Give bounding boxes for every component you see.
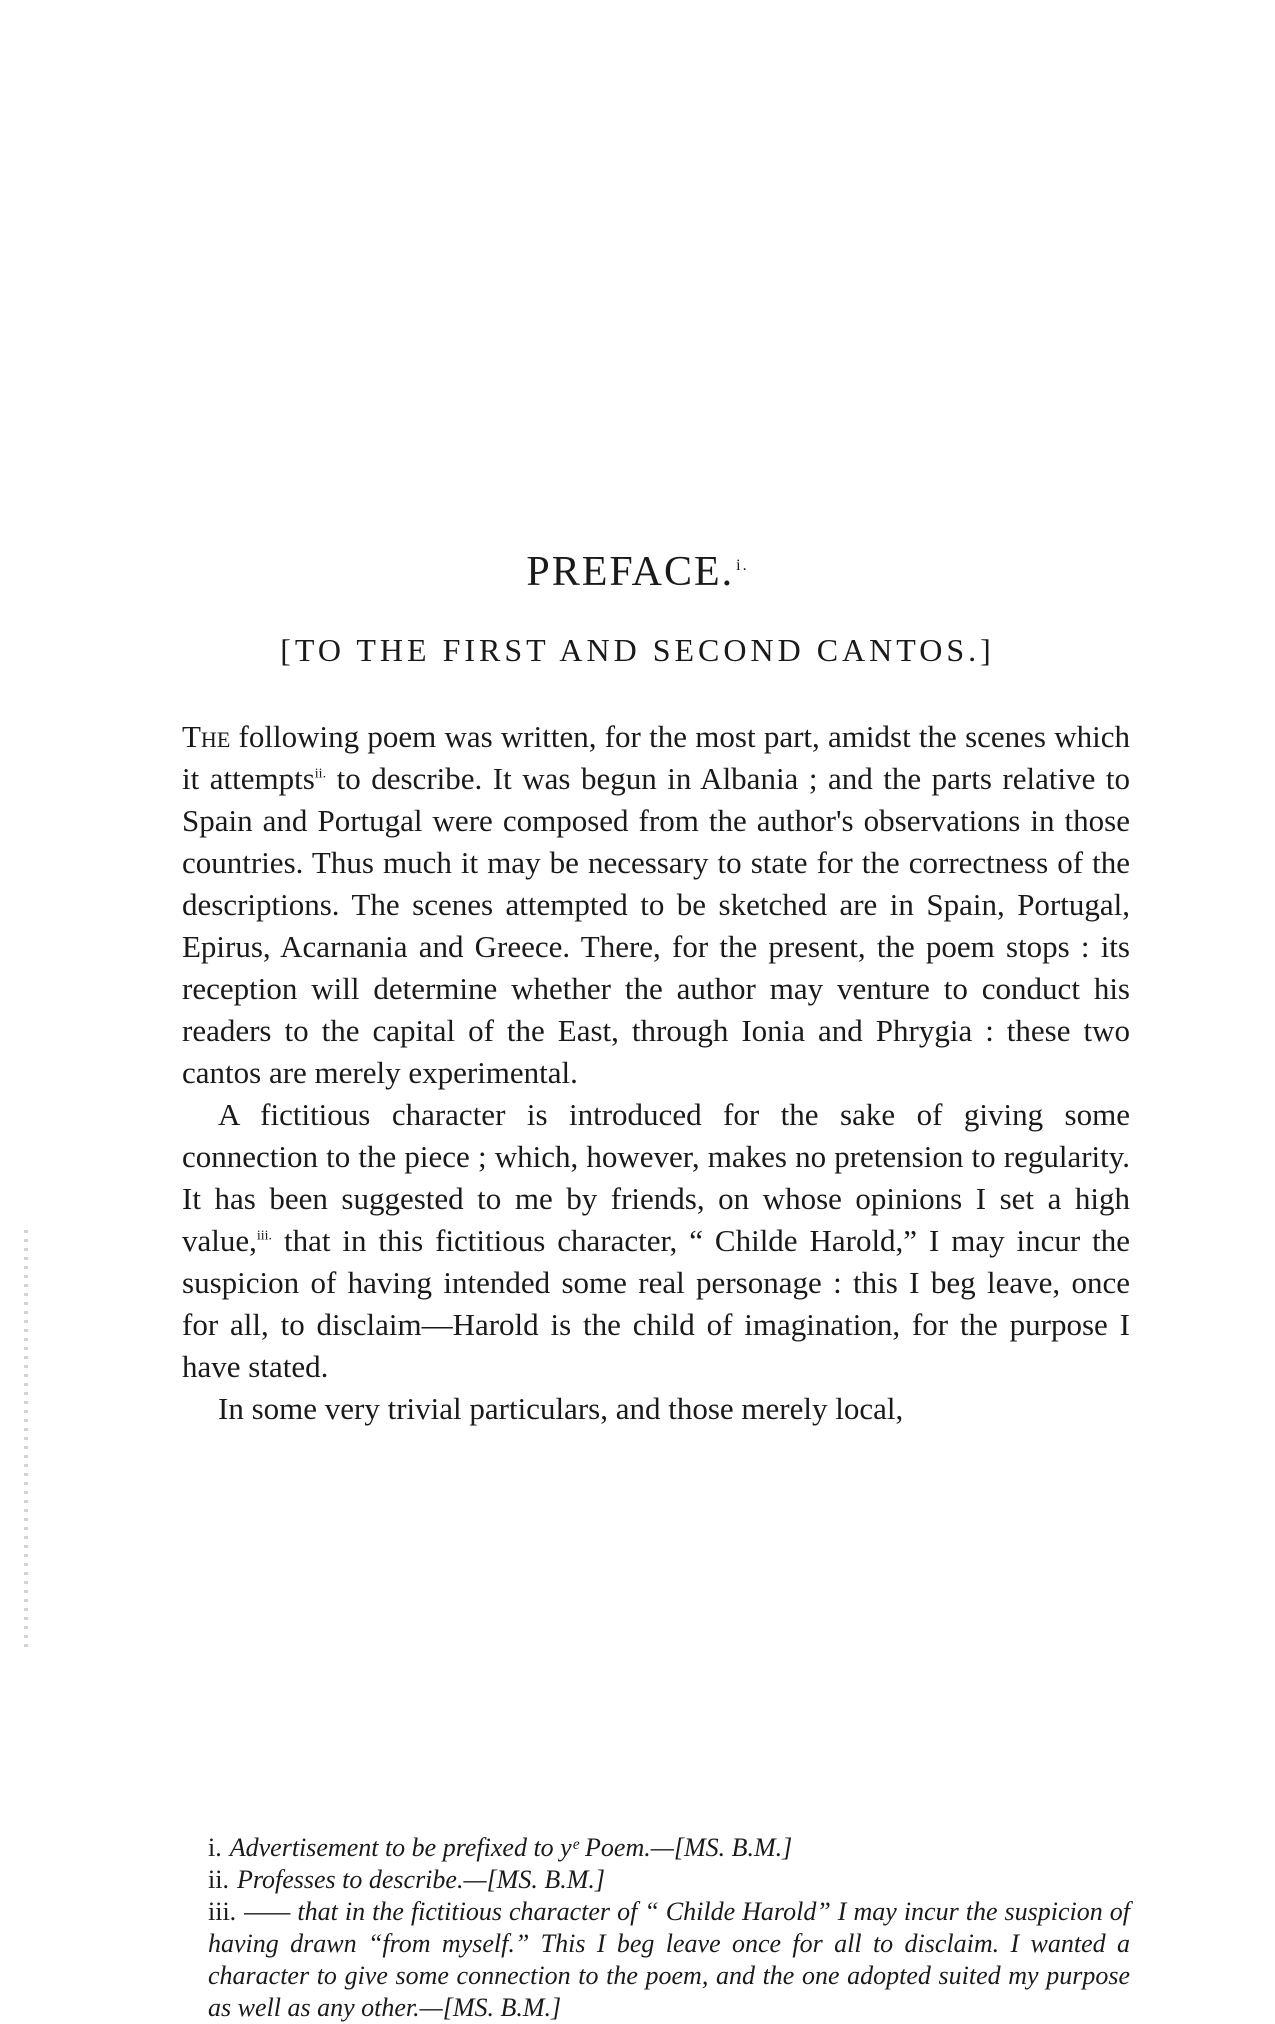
footnote-ref-iii: iii. xyxy=(256,1228,273,1244)
page-subtitle: [TO THE FIRST AND SECOND CANTOS.] xyxy=(280,632,995,668)
paragraph-1 xyxy=(182,716,1130,1094)
footnote-i xyxy=(208,1832,1130,1864)
preface-body xyxy=(182,716,1130,1430)
footnote-label: ii. xyxy=(208,1865,229,1894)
paragraph-1-lead: The xyxy=(182,719,231,754)
footnote-label: iii. xyxy=(208,1897,237,1926)
paragraph-1-text-a: following poem was written, for the most part, amidst the scenes which it attempts xyxy=(182,719,1130,796)
footnote-ii xyxy=(208,1864,1130,1896)
paragraph-3 xyxy=(182,1388,1130,1430)
paragraph-2-text-a: A fictitious character is introduced for the sake of giving some connection to the piece ; which, however, makes no pretension to regularity. It has been suggested to me by friends, on whose opinions I set a high value, xyxy=(182,1097,1130,1258)
paragraph-2 xyxy=(182,1094,1130,1388)
paragraph-3-text: In some very trivial particulars, and those merely local, xyxy=(218,1391,904,1426)
footnotes xyxy=(208,1832,1130,2024)
title-footnote-ref: i. xyxy=(736,557,749,574)
title-text: PREFACE. xyxy=(526,549,735,595)
page-title xyxy=(0,548,1275,596)
footnote-text: —— that in the fictitious character of “ Childe Harold” I may incur the suspicion of having drawn “from myself.” This I beg leave once for all to disclaim. I wanted a character to give some connection to the poem, and the one adopted suited my purpose as well as any other.—[MS. B.M.] xyxy=(208,1897,1130,2022)
footnote-ref-ii: ii. xyxy=(314,766,327,782)
paragraph-1-text-b: to describe. It was begun in Albania ; and the parts relative to Spain and Portugal were composed from the author's observations in those countries. Thus much it may be necessary to state for the correctness of the descriptions. The scenes attempted to be sketched are in Spain, Portugal, Epirus, Acarnania and Greece. There, for the present, the poem stops : its reception will determine whether the author may venture to conduct his readers to the capital of the East, through Ionia and Phrygia : these two cantos are merely experimental. xyxy=(182,761,1131,1090)
paragraph-2-text-b: that in this fictitious character, “ Childe Harold,” I may incur the suspicion of having intended some real personage : this I beg leave, once for all, to disclaim—Harold is the child of imagination, for the purpose I have stated. xyxy=(182,1223,1130,1384)
footnote-text: Advertisement to be prefixed to yᵉ Poem.—[MS. B.M.] xyxy=(229,1833,793,1862)
footnote-iii xyxy=(208,1896,1130,2024)
footnote-text: Professes to describe.—[MS. B.M.] xyxy=(236,1865,606,1894)
scan-margin-artifact xyxy=(24,1230,28,1650)
footnote-label: i. xyxy=(208,1833,222,1862)
